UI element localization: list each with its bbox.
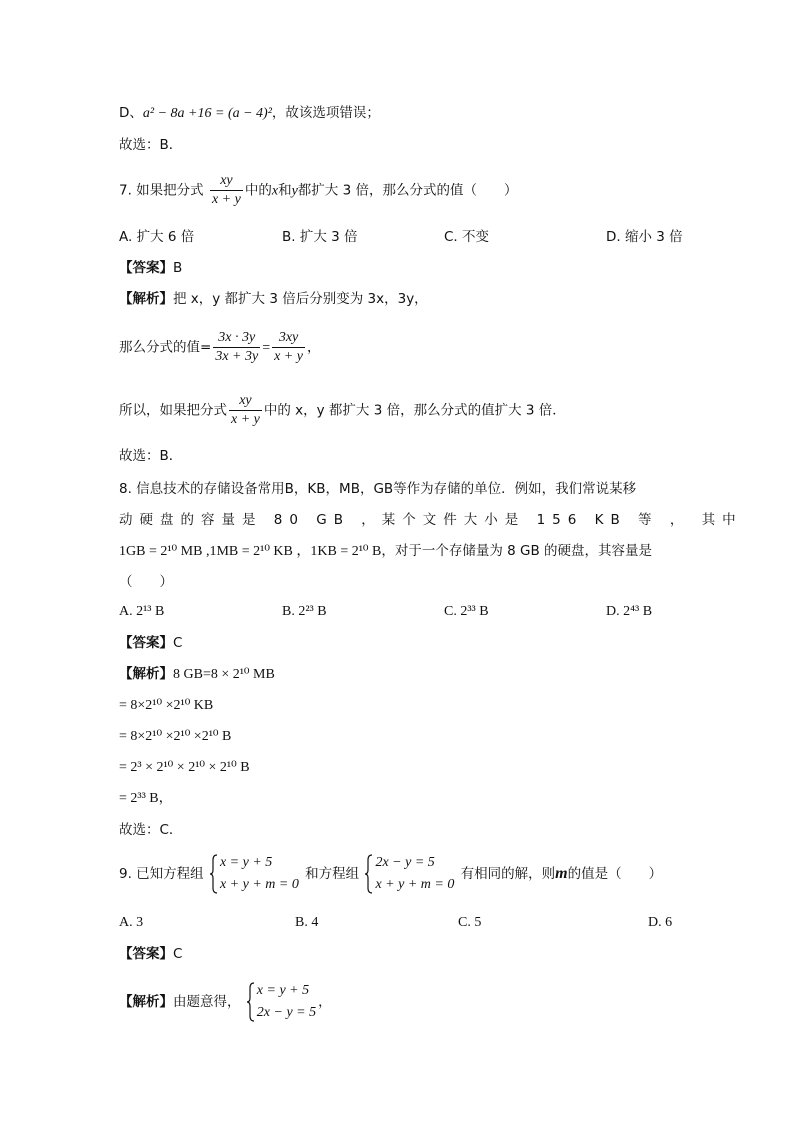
q8-analysis-step-2: = 8×2¹⁰ ×2¹⁰ KB [119, 698, 214, 713]
q9-option-b: B. 4 [295, 915, 319, 930]
q7-answer: 【答案】B [119, 260, 183, 276]
q8-unit-conversions: 1GB = 2¹⁰ MB ,1MB = 2¹⁰ KB ，1KB = 2¹⁰ B [119, 544, 382, 559]
q7-option-d: D. 缩小 3 倍 [606, 229, 683, 245]
q8-option-d: D. 2⁴³ B [606, 604, 653, 619]
q7-fraction-original: $\frac{xy}{x + y}$ [231, 393, 260, 427]
left-brace-icon [210, 854, 218, 894]
q8-option-b: B. 2²³ B [282, 604, 327, 619]
q8-question-line-2: 动硬盘的容量是 80 GB ，某个文件大小是 156 KB 等 ， 其中 [119, 512, 743, 528]
q9-option-a: A. 3 [119, 915, 144, 930]
q9-system-2: 2x − y = 5 x + y + m = 0 [365, 852, 454, 896]
q7-fraction: $\frac{xy}{x + y}$ [211, 173, 241, 207]
q6-option-d-line: D、a² − 8a +16 = (a − 4)²，故该选项错误； [119, 105, 380, 121]
q7-analysis-1: 【解析】把 x，y 都扩大 3 倍后分别变为 3x，3y， [119, 291, 428, 307]
q9-question: 9. 已知方程组 x = y + 5 x + y + m = 0 和方程组 2x − y = 5 x + y + m = 0 有相同的解，则m的值是（ ） [119, 852, 662, 896]
q8-analysis-step-5: = 2³³ B， [119, 791, 173, 806]
q8-question-line-3: 1GB = 2¹⁰ MB ,1MB = 2¹⁰ KB ，1KB = 2¹⁰ B，对于一个存储量为 8 GB 的硬盘，其容量是 [119, 543, 653, 559]
q6-d-expression: a² − 8a +16 = (a − 4)² [142, 106, 272, 121]
q7-fraction-simplified: $\frac{3xy}{x + y}$ [274, 330, 303, 364]
left-brace-icon [365, 854, 373, 894]
q8-question-line-1: 8. 信息技术的存储设备常用B，KB，MB，GB等作为存储的单位．例如，我们常说某移 [119, 481, 637, 497]
left-brace-icon [247, 982, 255, 1022]
q7-analysis-2: 那么分式的值= $\frac{3x \cdot 3y}{3x + 3y}$ = $\frac{3xy}{x + y}$ ， [119, 330, 321, 364]
q9-option-d: D. 6 [648, 915, 673, 930]
q8-option-c: C. 2³³ B [444, 604, 489, 619]
q9-system-combined: x = y + 5 2x − y = 5 [247, 980, 316, 1024]
q9-system-1: x = y + 5 x + y + m = 0 [210, 852, 299, 896]
q7-analysis-3: 所以，如果把分式 $\frac{xy}{x + y}$ 中的 x，y 都扩大 3 倍，那么分式的值扩大 3 倍． [119, 393, 566, 427]
q7-option-a: A. 扩大 6 倍 [119, 229, 195, 245]
q7-option-b: B. 扩大 3 倍 [282, 229, 358, 245]
q9-answer: 【答案】C [119, 946, 183, 962]
q8-answer: 【答案】C [119, 635, 183, 651]
q7-option-c: C. 不变 [444, 229, 490, 245]
q8-option-a: A. 2¹³ B [119, 604, 165, 619]
q9-analysis: 【解析】由题意得， x = y + 5 2x − y = 5 ， [119, 980, 332, 1024]
q8-question-line-4: （ ） [119, 574, 173, 590]
q8-analysis-step-3: = 8×2¹⁰ ×2¹⁰ ×2¹⁰ B [119, 729, 232, 744]
q7-conclusion: 故选：B． [119, 448, 183, 464]
q7-fraction-scaled: $\frac{3x \cdot 3y}{3x + 3y}$ [215, 330, 259, 364]
q8-analysis-step-4: = 2³ × 2¹⁰ × 2¹⁰ × 2¹⁰ B [119, 760, 250, 775]
q6-conclusion: 故选：B． [119, 137, 183, 153]
q8-conclusion: 故选：C． [119, 822, 183, 838]
q7-question: 7. 如果把分式 $\frac{xy}{x + y}$ 中的x和y都扩大 3 倍，那么分式的值（ ） [119, 173, 518, 207]
q8-analysis-step-1: 【解析】8 GB=8 × 2¹⁰ MB [119, 666, 275, 682]
q9-option-c: C. 5 [458, 915, 482, 930]
